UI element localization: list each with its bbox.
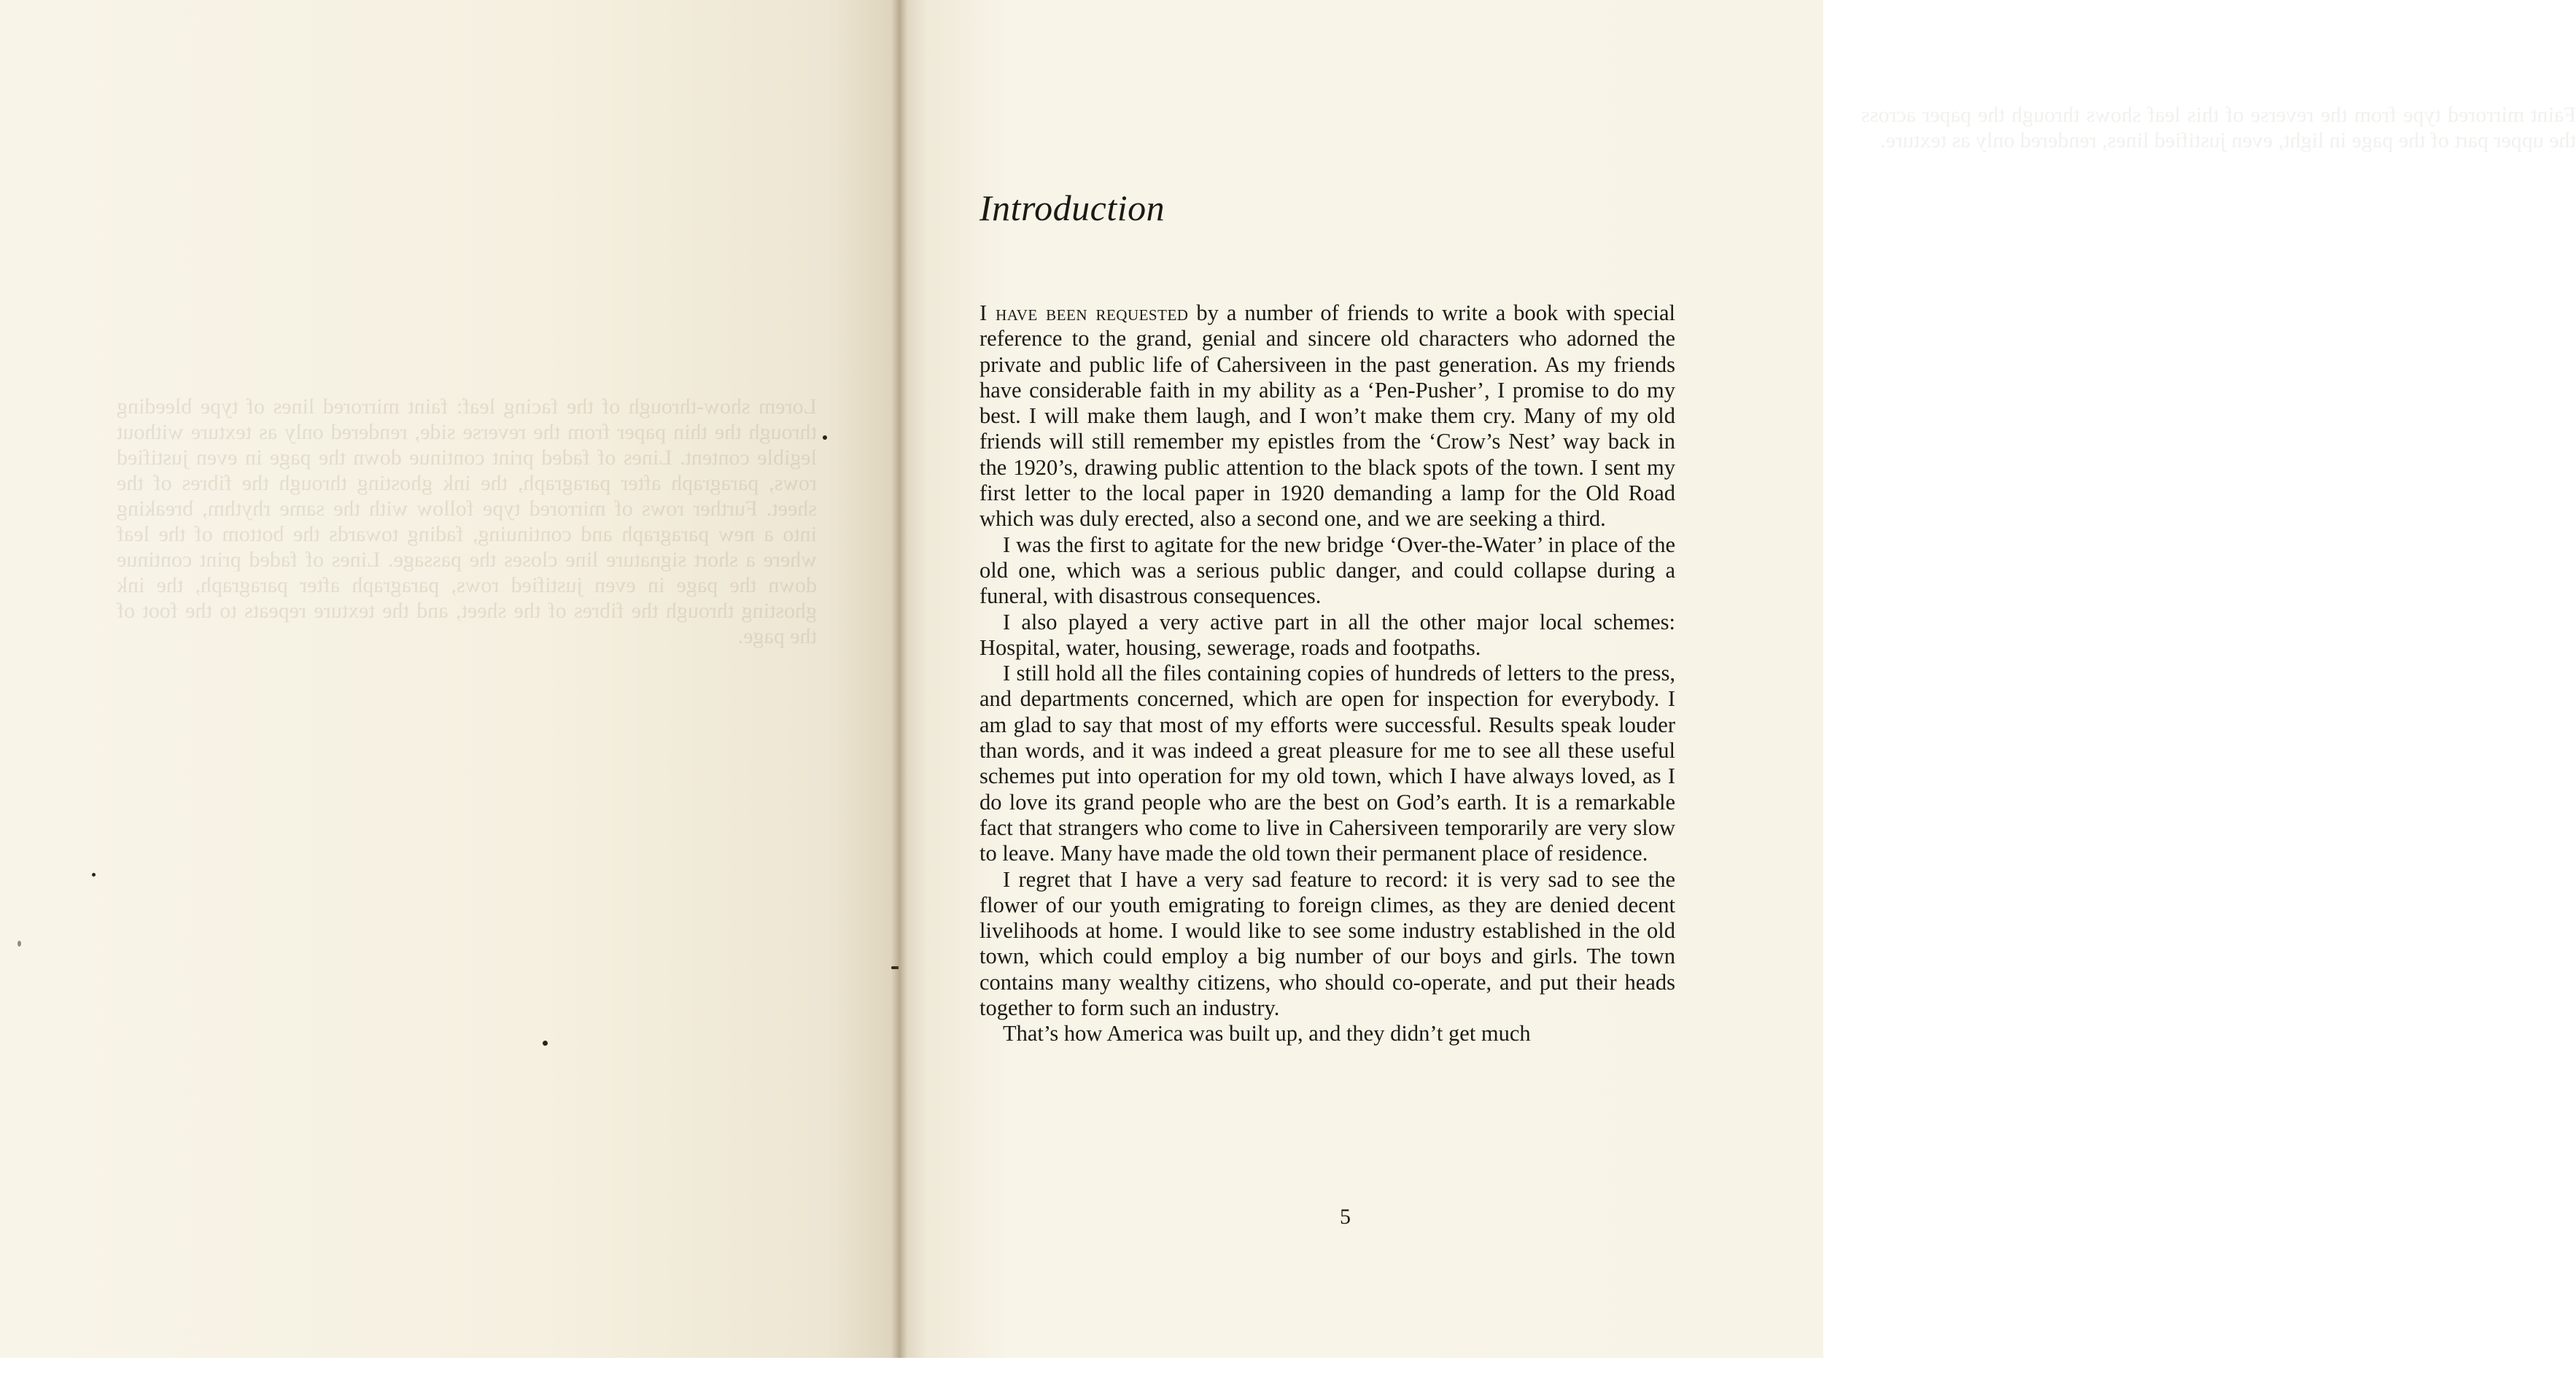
left-page	[0, 0, 899, 1379]
body-text	[979, 300, 1675, 1047]
paragraph: I regret that I have a very sad feature to record: it is very sad to see the flower of our youth emigrating to foreign climes, as they are denied decent livelihoods at home. I would like to see some industry established in the old town, which could employ a big number of our boys and girls. The town contains many wealthy citizens, who should co-operate, and put their heads together to form such an industry.	[979, 866, 1675, 1021]
ink-speck	[543, 1041, 548, 1046]
paragraph-text: by a number of friends to write a book with special reference to the grand, genial and sincere old characters who adorned the private and public life of Cahersiveen in the past generation. As my friends have considerable faith in my ability as a ‘Pen-Pusher’, I promise to do my best. I will make them laugh, and I won’t make them cry. Many of my old friends will still remember my epistles from the ‘Crow’s Nest’ way back in the 1920’s, drawing public attention to the black spots of the town. I sent my first letter to the local paper in 1920 demanding a lamp for the Old Road which was duly erected, also a second one, and we are seeking a third.	[979, 300, 1675, 532]
page-number: 5	[1340, 1205, 1351, 1229]
paragraph: That’s how America was built up, and they didn’t get much	[1003, 1021, 1531, 1046]
scanner-border	[0, 1358, 1823, 1379]
ink-speck	[18, 941, 21, 947]
paragraph: I also played a very active part in all the other major local schemes: Hospital, water, housing, sewerage, roads and footpaths.	[979, 609, 1675, 660]
chapter-title: Introduction	[979, 187, 1165, 228]
paragraph: I was the first to agitate for the new bridge ‘Over-the-Water’ in place of the old one, which was a serious public danger, and could collapse during a funeral, with disastrous consequences.	[979, 532, 1675, 609]
paragraph: I still hold all the files containing copies of hundreds of letters to the press, and departments concerned, which are open for inspection for everybody. I am glad to say that most of my efforts were successful. Results speak louder than words, and it was indeed a great pleasure for me to see all these useful schemes put into operation for my old town, which I have always loved, as I do love its grand people who are the best on God’s earth. It is a remarkable fact that strangers who come to live in Cahersiveen temporarily are very slow to leave. Many have made the old town their permanent place of residence.	[979, 661, 1675, 866]
book-gutter	[891, 0, 907, 1379]
show-through-text: Faint mirrored type from the reverse of this leaf shows through the paper across the upper part of the page in light, even justified lines, rendered only as texture.	[1861, 103, 2576, 152]
ink-speck	[92, 873, 96, 877]
paragraph	[979, 300, 1675, 532]
opening-words: I have been requested	[979, 300, 1189, 325]
show-through-text: Lorem show-through of the facing leaf: faint mirrored lines of type bleeding through the thin paper from the reverse side, rendered only as texture without legible content. Lines of faded print continue down the page in even justified rows, paragraph after paragraph, the ink ghosting through the fibres of the sheet. Further rows of mirrored type follow with the same rhythm, breaking into a new paragraph and continuing, fading towards the bottom of the leaf where a short signature line closes the passage. Lines of faded print continue down the page in even justified rows, paragraph after paragraph, the ink ghosting through the fibres of the sheet, and the texture repeats to the foot of the page.	[117, 395, 817, 648]
ink-speck	[823, 435, 827, 440]
